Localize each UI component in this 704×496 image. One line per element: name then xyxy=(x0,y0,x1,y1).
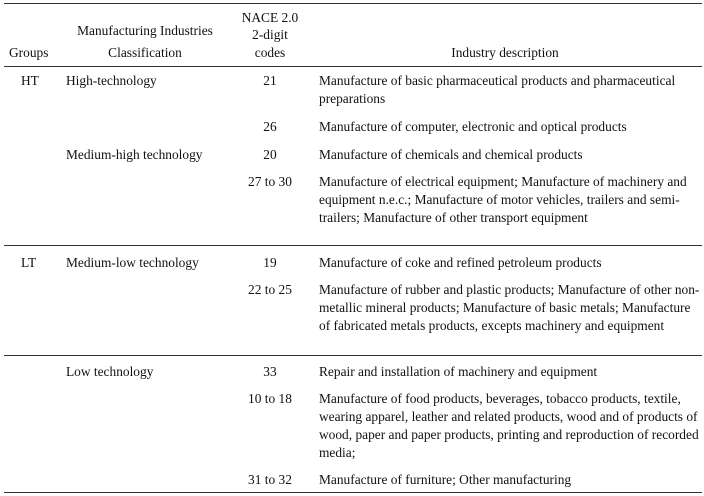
nace-code: 22 to 25 xyxy=(248,282,292,297)
header-groups: Groups xyxy=(9,45,49,60)
nace-code: 19 xyxy=(263,255,277,270)
header-nace-line3: codes xyxy=(254,45,286,60)
classification-label: High-technology xyxy=(66,73,157,88)
nace-code: 20 xyxy=(263,147,277,162)
nace-code: 27 to 30 xyxy=(248,174,292,189)
nace-code: 10 to 18 xyxy=(248,391,292,406)
classification-label: Low technology xyxy=(66,364,154,379)
group-divider-rule xyxy=(4,245,702,246)
industry-description: Manufacture of food products, beverages, tobacco products, textile, wearing apparel, leather and related products, wood and of products of wood, paper and paper products, printing and reproduction of recorded media; xyxy=(319,391,699,460)
nace-code: 26 xyxy=(263,119,277,134)
nace-code: 33 xyxy=(263,364,277,379)
group-label: LT xyxy=(21,255,37,270)
top-rule xyxy=(4,3,702,4)
industry-description: Manufacture of chemicals and chemical products xyxy=(319,147,583,162)
industry-description: Repair and installation of machinery and equipment xyxy=(319,364,598,379)
classification-label: Medium-low technology xyxy=(66,255,199,270)
header-description: Industry description xyxy=(451,45,559,60)
industry-description: Manufacture of furniture; Other manufacturing xyxy=(319,472,572,487)
industry-description: Manufacture of electrical equipment; Manufacture of machinery and equipment n.e.c.; Manufacture of motor vehicles, trailers and semi-trailers; Manufacture of other transport equipment xyxy=(319,174,687,225)
industry-description: Manufacture of computer, electronic and optical products xyxy=(319,119,627,134)
industry-description: Manufacture of coke and refined petroleum products xyxy=(319,255,602,270)
header-nace-line1: NACE 2.0 xyxy=(241,10,299,25)
section-divider-rule xyxy=(4,355,702,356)
industry-description: Manufacture of rubber and plastic products; Manufacture of other non-metallic mineral products; Manufacture of basic metals; Manufacture of fabricated metals products, excepts machinery and equipment xyxy=(319,282,700,333)
header-rule xyxy=(4,66,702,67)
header-classification-line1: Manufacturing Industries xyxy=(77,23,213,38)
group-label: HT xyxy=(21,73,39,88)
nace-code: 21 xyxy=(263,73,277,88)
bottom-rule xyxy=(4,492,702,493)
header-nace-line2: 2-digit xyxy=(252,27,288,42)
nace-code: 31 to 32 xyxy=(248,472,292,487)
industry-description: Manufacture of basic pharmaceutical products and pharmaceutical preparations xyxy=(319,73,676,106)
header-classification-line2: Classification xyxy=(108,45,182,60)
classification-label: Medium-high technology xyxy=(66,147,203,162)
